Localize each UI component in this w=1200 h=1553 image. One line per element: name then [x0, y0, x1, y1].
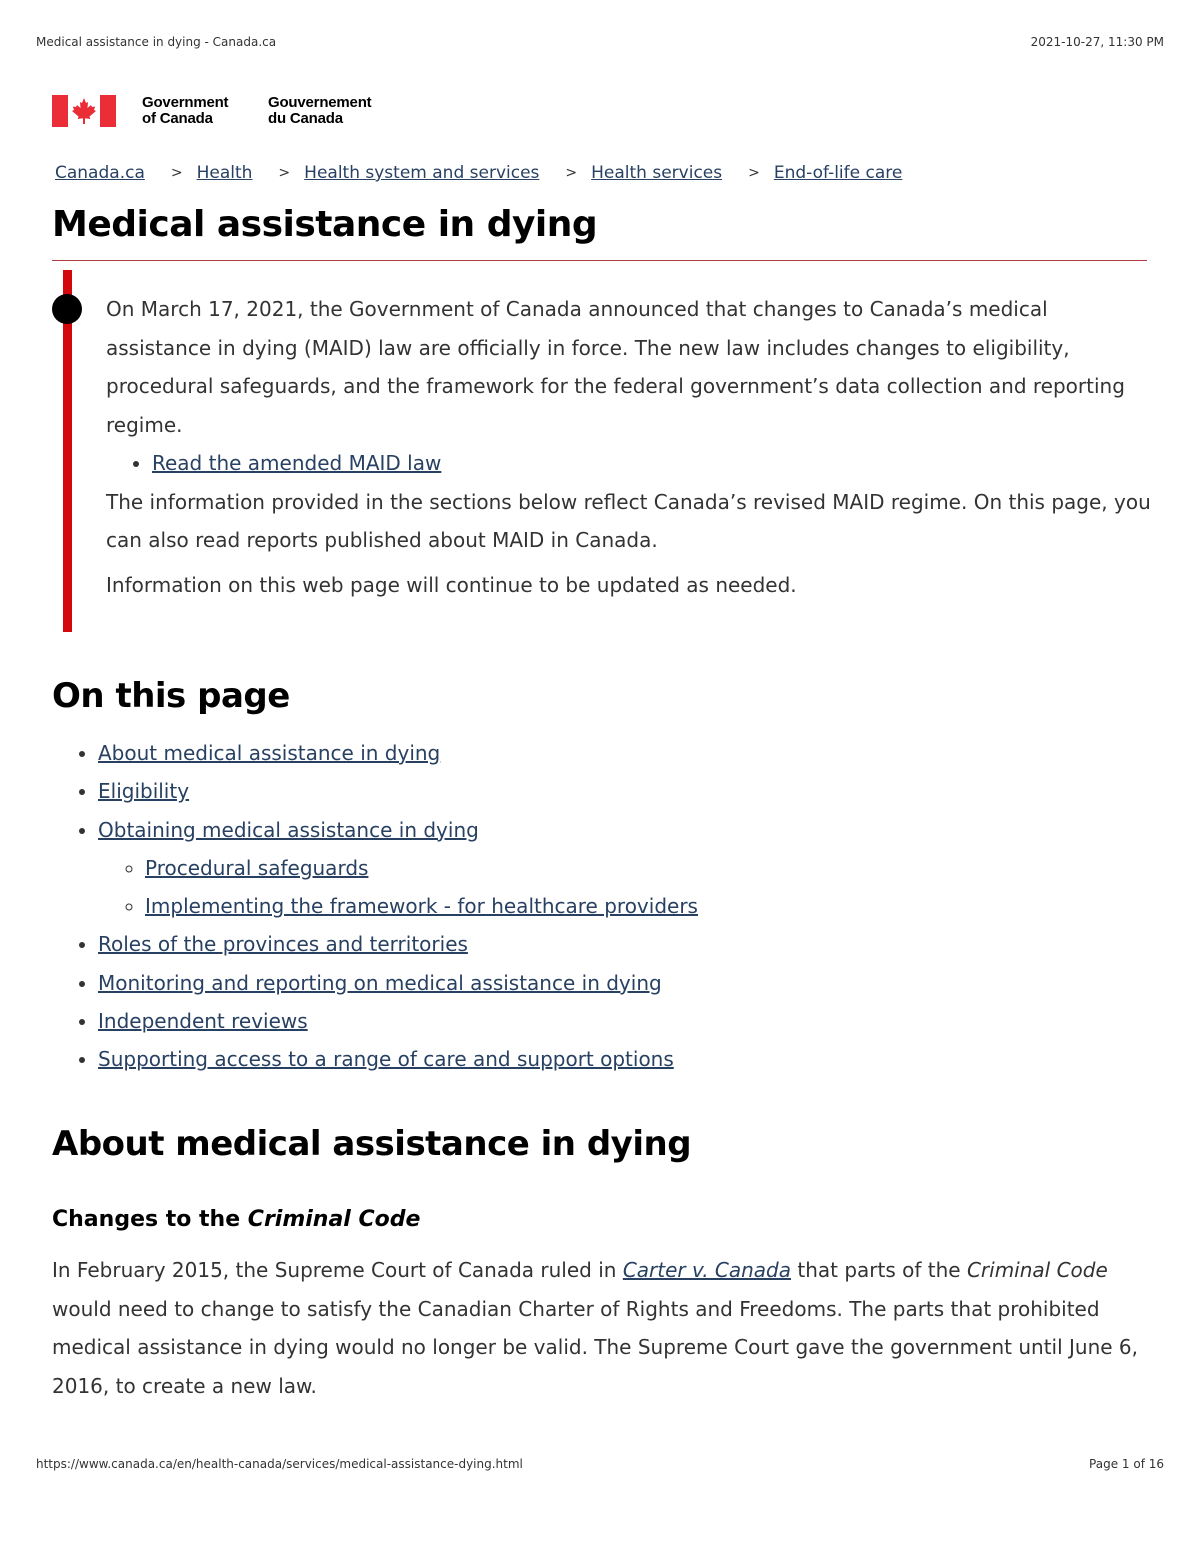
breadcrumb-separator: >	[565, 165, 578, 181]
print-footer	[36, 1457, 1164, 1471]
toc-link-supporting-access[interactable]: Supporting access to a range of care and support options	[98, 1047, 674, 1072]
toc-item	[98, 734, 1188, 772]
on-this-page-list	[52, 734, 1188, 1079]
subheading-italic: Criminal Code	[247, 1207, 421, 1232]
carter-v-canada-text[interactable]: Carter v. Canada	[622, 1258, 792, 1282]
about-criminal-code: Criminal Code	[966, 1258, 1108, 1282]
signature-wordmark	[142, 95, 394, 127]
about-paragraph	[52, 1251, 1142, 1405]
notice-bullet-icon	[52, 294, 82, 324]
list-item	[152, 444, 1151, 483]
toc-sublist	[98, 849, 1188, 926]
toc-item	[98, 811, 1188, 926]
about-text-3: would need to change to satisfy the Canadian Charter of Rights and Freedoms. The parts that prohibited medical assistance in dying would no longer be valid. The Supreme Court gave the government until June 6, 2016, to create a new law.	[52, 1296, 1139, 1398]
notice-paragraph: On March 17, 2021, the Government of Canada announced that changes to Canada’s medical assistance in dying (MAID) law are officially in force. The new law includes changes to eligibility, procedural safeguards, and the framework for the federal government’s data collection and reporting regime.	[106, 297, 1125, 437]
toc-item	[98, 964, 1188, 1002]
breadcrumb-link-health[interactable]: Health	[196, 163, 253, 183]
toc-item	[98, 1002, 1188, 1040]
canada-flag-icon	[52, 95, 116, 127]
signature-en-line1: Government	[142, 94, 229, 111]
toc-link-independent-reviews[interactable]: Independent reviews	[98, 1009, 308, 1034]
breadcrumb-link-health-services[interactable]: Health services	[591, 163, 723, 183]
toc-link-obtaining[interactable]: Obtaining medical assistance in dying	[98, 817, 479, 842]
breadcrumb-separator: >	[748, 165, 760, 181]
notice-paragraph: The information provided in the sections below reflect Canada’s revised MAID regime. On this page, you can also read reports published about MAID in Canada.	[106, 489, 1151, 552]
about-heading: About medical assistance in dying	[52, 1124, 692, 1164]
government-of-canada-signature[interactable]	[52, 95, 394, 127]
page-title: Medical assistance in dying	[52, 204, 598, 245]
notice-paragraph: Information on this web page will continue to be updated as needed.	[106, 572, 797, 597]
breadcrumb-link-canada[interactable]: Canada.ca	[55, 163, 145, 183]
notice-body	[106, 290, 1151, 604]
breadcrumb-separator: >	[170, 165, 183, 181]
criminal-code-subheading	[52, 1207, 420, 1232]
notice-accent-bar	[63, 270, 72, 632]
breadcrumb-link-health-system[interactable]: Health system and services	[304, 163, 540, 183]
important-notice	[63, 270, 1153, 632]
on-this-page-heading: On this page	[52, 676, 290, 716]
signature-fr-line1: Gouvernement	[268, 94, 372, 111]
breadcrumb	[55, 163, 902, 183]
print-header	[36, 35, 1164, 49]
toc-link-procedural-safeguards[interactable]: Procedural safeguards	[145, 855, 369, 880]
toc-link-implementing-framework[interactable]: Implementing the framework - for healthcare providers	[145, 894, 698, 919]
notice-link-list	[106, 444, 1151, 483]
subheading-text: Changes to the	[52, 1207, 248, 1232]
toc-link-monitoring[interactable]: Monitoring and reporting on medical assistance in dying	[98, 970, 662, 995]
signature-fr-line2: du Canada	[268, 110, 343, 127]
print-url: https://www.canada.ca/en/health-canada/services/medical-assistance-dying.html	[36, 1457, 523, 1471]
title-underline	[52, 260, 1147, 261]
toc-subitem	[145, 849, 1188, 887]
print-page-number: Page 1 of 16	[1089, 1457, 1164, 1471]
print-datetime: 2021-10-27, 11:30 PM	[1030, 35, 1164, 49]
print-page-title: Medical assistance in dying - Canada.ca	[36, 35, 277, 49]
carter-v-canada-link[interactable]	[623, 1258, 791, 1282]
breadcrumb-link-end-of-life-care[interactable]: End-of-life care	[773, 163, 903, 183]
toc-link-eligibility[interactable]: Eligibility	[98, 779, 190, 804]
toc-link-roles[interactable]: Roles of the provinces and territories	[98, 932, 468, 957]
signature-en-line2: of Canada	[142, 110, 213, 127]
about-text-2: that parts of the	[791, 1258, 967, 1282]
breadcrumb-separator: >	[278, 165, 291, 181]
toc-link-about[interactable]: About medical assistance in dying	[98, 741, 441, 765]
toc-item	[98, 772, 1188, 810]
toc-item	[98, 925, 1188, 963]
about-text-1: In February 2015, the Supreme Court of Canada ruled in	[52, 1258, 623, 1282]
toc-subitem	[145, 887, 1188, 925]
read-amended-law-link[interactable]: Read the amended MAID law	[152, 451, 442, 475]
toc-item	[98, 1040, 1188, 1078]
